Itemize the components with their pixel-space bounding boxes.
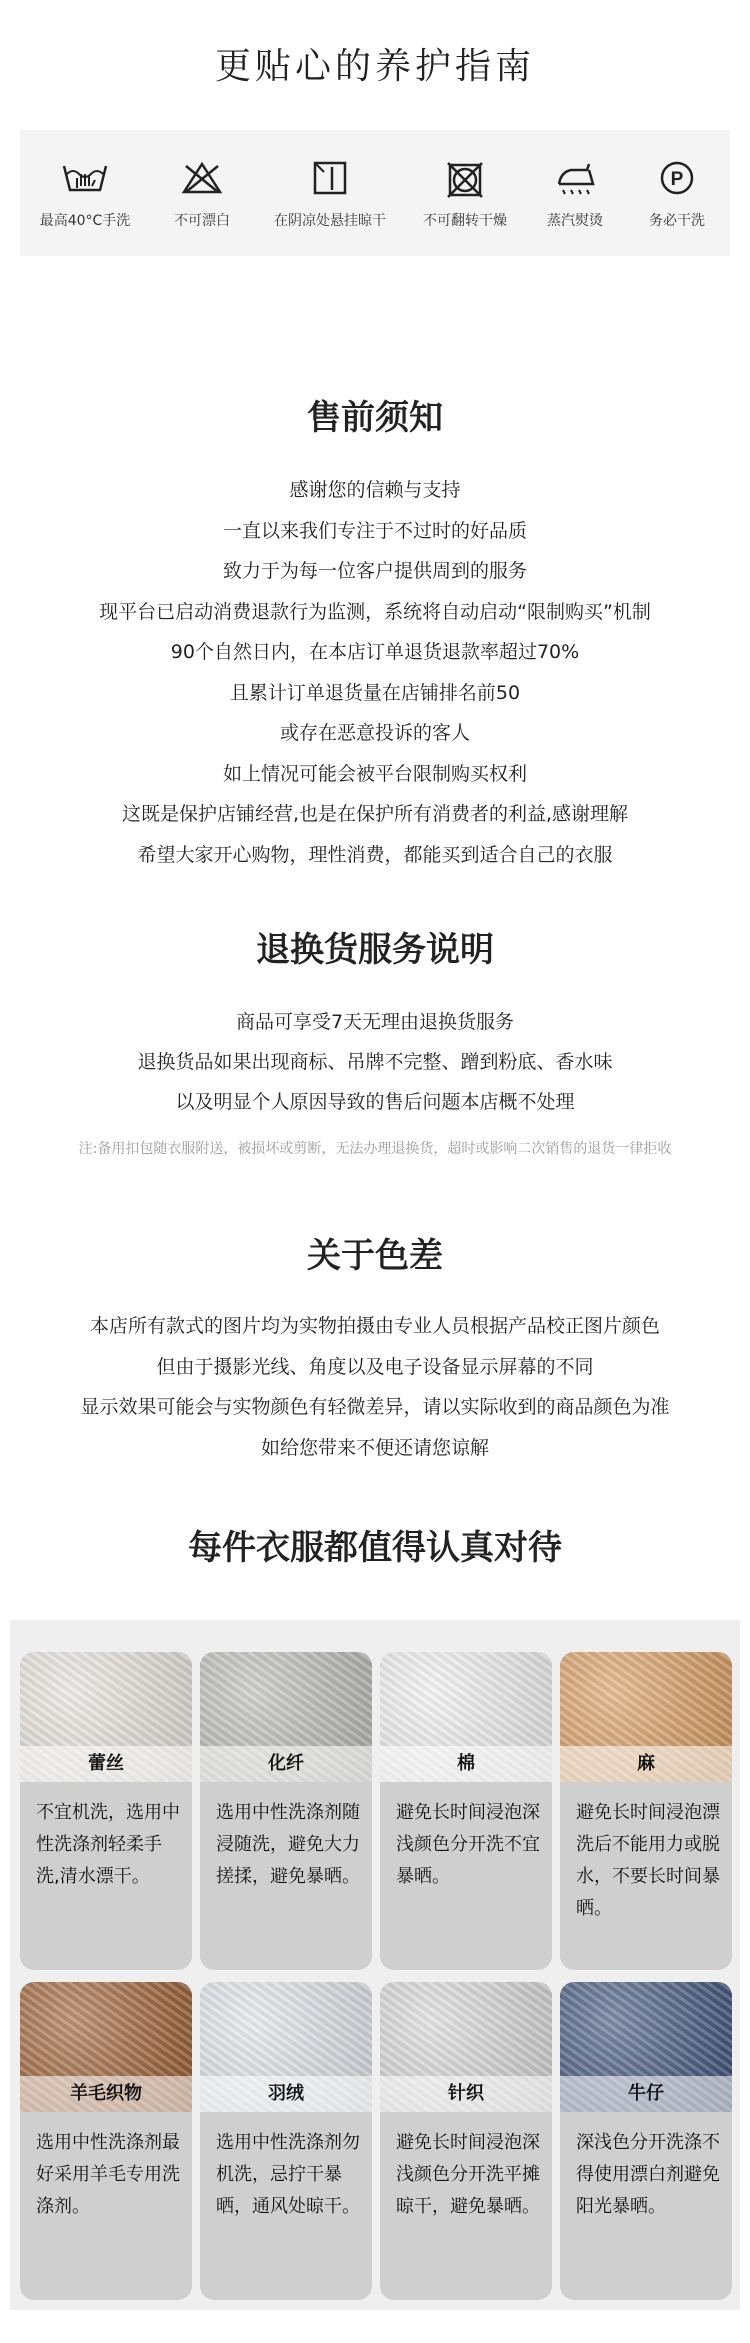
fabric-desc: 避免长时间浸泡漂洗后不能用力或脱水，不要长时间暴晒。 <box>576 1802 720 1919</box>
presale-line: 希望大家开心购物，理性消费，都能买到适合自己的衣服 <box>137 843 613 866</box>
fabric-desc: 不宜机洗，选用中性洗涤剂轻柔手洗,清水漂干。 <box>36 1802 180 1887</box>
fabric-name: 针织 <box>380 2076 552 2112</box>
returns-line: 退换货品如果出现商标、吊牌不完整、蹭到粉底、香水味 <box>137 1051 613 1073</box>
presale-line: 且累计订单退货量在店铺排名前50 <box>229 681 521 704</box>
color-line: 本店所有款式的图片均为实物拍摄由专业人员根据产品校正图片颜色 <box>89 1315 660 1337</box>
fabric-card-synthetic <box>200 1652 372 1970</box>
fabric-card-linen <box>560 1652 732 1970</box>
presale-title: 售前须知 <box>307 398 443 438</box>
color-line: 如给您带来不便还请您谅解 <box>260 1436 489 1459</box>
returns-text <box>0 1002 750 1122</box>
care-label: 务必干洗 <box>649 213 705 229</box>
presale-line: 感谢您的信赖与支持 <box>289 479 461 501</box>
fabric-name: 麻 <box>560 1746 732 1782</box>
fabric-desc: 深浅色分开洗涤不得使用漂白剂避免阳光暴晒。 <box>576 2132 720 2217</box>
fabric-card-knit <box>380 1982 552 2300</box>
color-diff-title: 关于色差 <box>307 1236 443 1276</box>
fabric-card-down <box>200 1982 372 2300</box>
fabric-name: 羽绒 <box>200 2076 372 2112</box>
color-line: 但由于摄影光线、角度以及电子设备显示屏幕的不同 <box>156 1355 594 1378</box>
fabric-card-cotton <box>380 1652 552 1970</box>
color-line: 显示效果可能会与实物颜色有轻微差异，请以实际收到的商品颜色为准 <box>80 1396 670 1418</box>
returns-line: 以及明显个人原因导致的售后问题本店概不处理 <box>175 1091 575 1113</box>
svg-text:P: P <box>670 169 684 190</box>
dry-clean-icon <box>659 160 695 196</box>
fabric-name: 牛仔 <box>560 2076 732 2112</box>
care-symbols-panel <box>20 130 730 256</box>
care-item-line-dry <box>260 130 400 256</box>
care-item-steam-iron <box>525 130 625 256</box>
fabric-card-lace <box>20 1652 192 1970</box>
fabrics-title: 每件衣服都值得认真对待 <box>188 1528 562 1568</box>
presale-text <box>0 470 750 875</box>
care-label: 不可翻转干燥 <box>423 213 507 229</box>
fabric-card-denim <box>560 1982 732 2300</box>
steam-iron-icon <box>553 160 597 196</box>
color-diff-text <box>0 1306 750 1468</box>
returns-line: 商品可享受7天无理由退换货服务 <box>235 1011 515 1033</box>
care-item-dry-clean <box>632 130 722 256</box>
no-bleach-icon <box>180 160 224 196</box>
fabric-desc: 选用中性洗涤剂勿机洗，忌拧干暴晒，通风处晾干。 <box>216 2132 360 2217</box>
care-label: 最高40°C手洗 <box>39 213 131 229</box>
line-dry-shade-icon <box>312 160 348 196</box>
presale-line: 90个自然日内，在本店订单退货退款率超过70% <box>170 641 580 663</box>
presale-line: 这既是保护店铺经营,也是在保护所有消费者的利益,感谢理解 <box>121 803 629 825</box>
care-item-no-bleach <box>152 130 252 256</box>
fabric-name: 羊毛织物 <box>20 2076 192 2112</box>
presale-line: 一直以来我们专注于不过时的好品质 <box>222 519 527 542</box>
presale-line: 致力于为每一位客户提供周到的服务 <box>222 560 527 582</box>
fabric-name: 化纤 <box>200 1746 372 1782</box>
care-label: 不可漂白 <box>174 213 230 229</box>
presale-line: 现平台已启动消费退款行为监测，系统将自动启动“限制购买”机制 <box>99 600 651 623</box>
presale-line: 如上情况可能会被平台限制购买权利 <box>222 762 527 785</box>
fabric-name: 蕾丝 <box>20 1746 192 1782</box>
fabric-desc: 选用中性洗涤剂随浸随洗，避免大力搓揉，避免暴晒。 <box>216 1802 360 1887</box>
fabric-name: 棉 <box>380 1746 552 1782</box>
care-item-hand-wash <box>30 130 140 256</box>
care-guide-title: 更贴心的养护指南 <box>214 46 535 87</box>
fabric-desc: 避免长时间浸泡深浅颜色分开洗平摊晾干，避免暴晒。 <box>396 2132 540 2217</box>
care-label: 蒸汽熨烫 <box>547 213 603 229</box>
presale-line: 或存在恶意投诉的客人 <box>279 722 470 744</box>
returns-note: 注:备用扣包随衣服附送，被损坏或剪断，无法办理退换货，超时或影响二次销售的退货一律拒收 <box>78 1141 672 1157</box>
fabric-desc: 选用中性洗涤剂最好采用羊毛专用洗涤剂。 <box>36 2132 180 2217</box>
returns-title: 退换货服务说明 <box>256 930 494 970</box>
care-item-no-tumble <box>410 130 520 256</box>
hand-wash-40-icon <box>61 160 109 196</box>
fabric-card-wool <box>20 1982 192 2300</box>
fabric-desc: 避免长时间浸泡深浅颜色分开洗不宜暴晒。 <box>396 1802 540 1887</box>
care-label: 在阴凉处悬挂晾干 <box>274 213 386 229</box>
no-tumble-dry-icon <box>445 160 485 200</box>
